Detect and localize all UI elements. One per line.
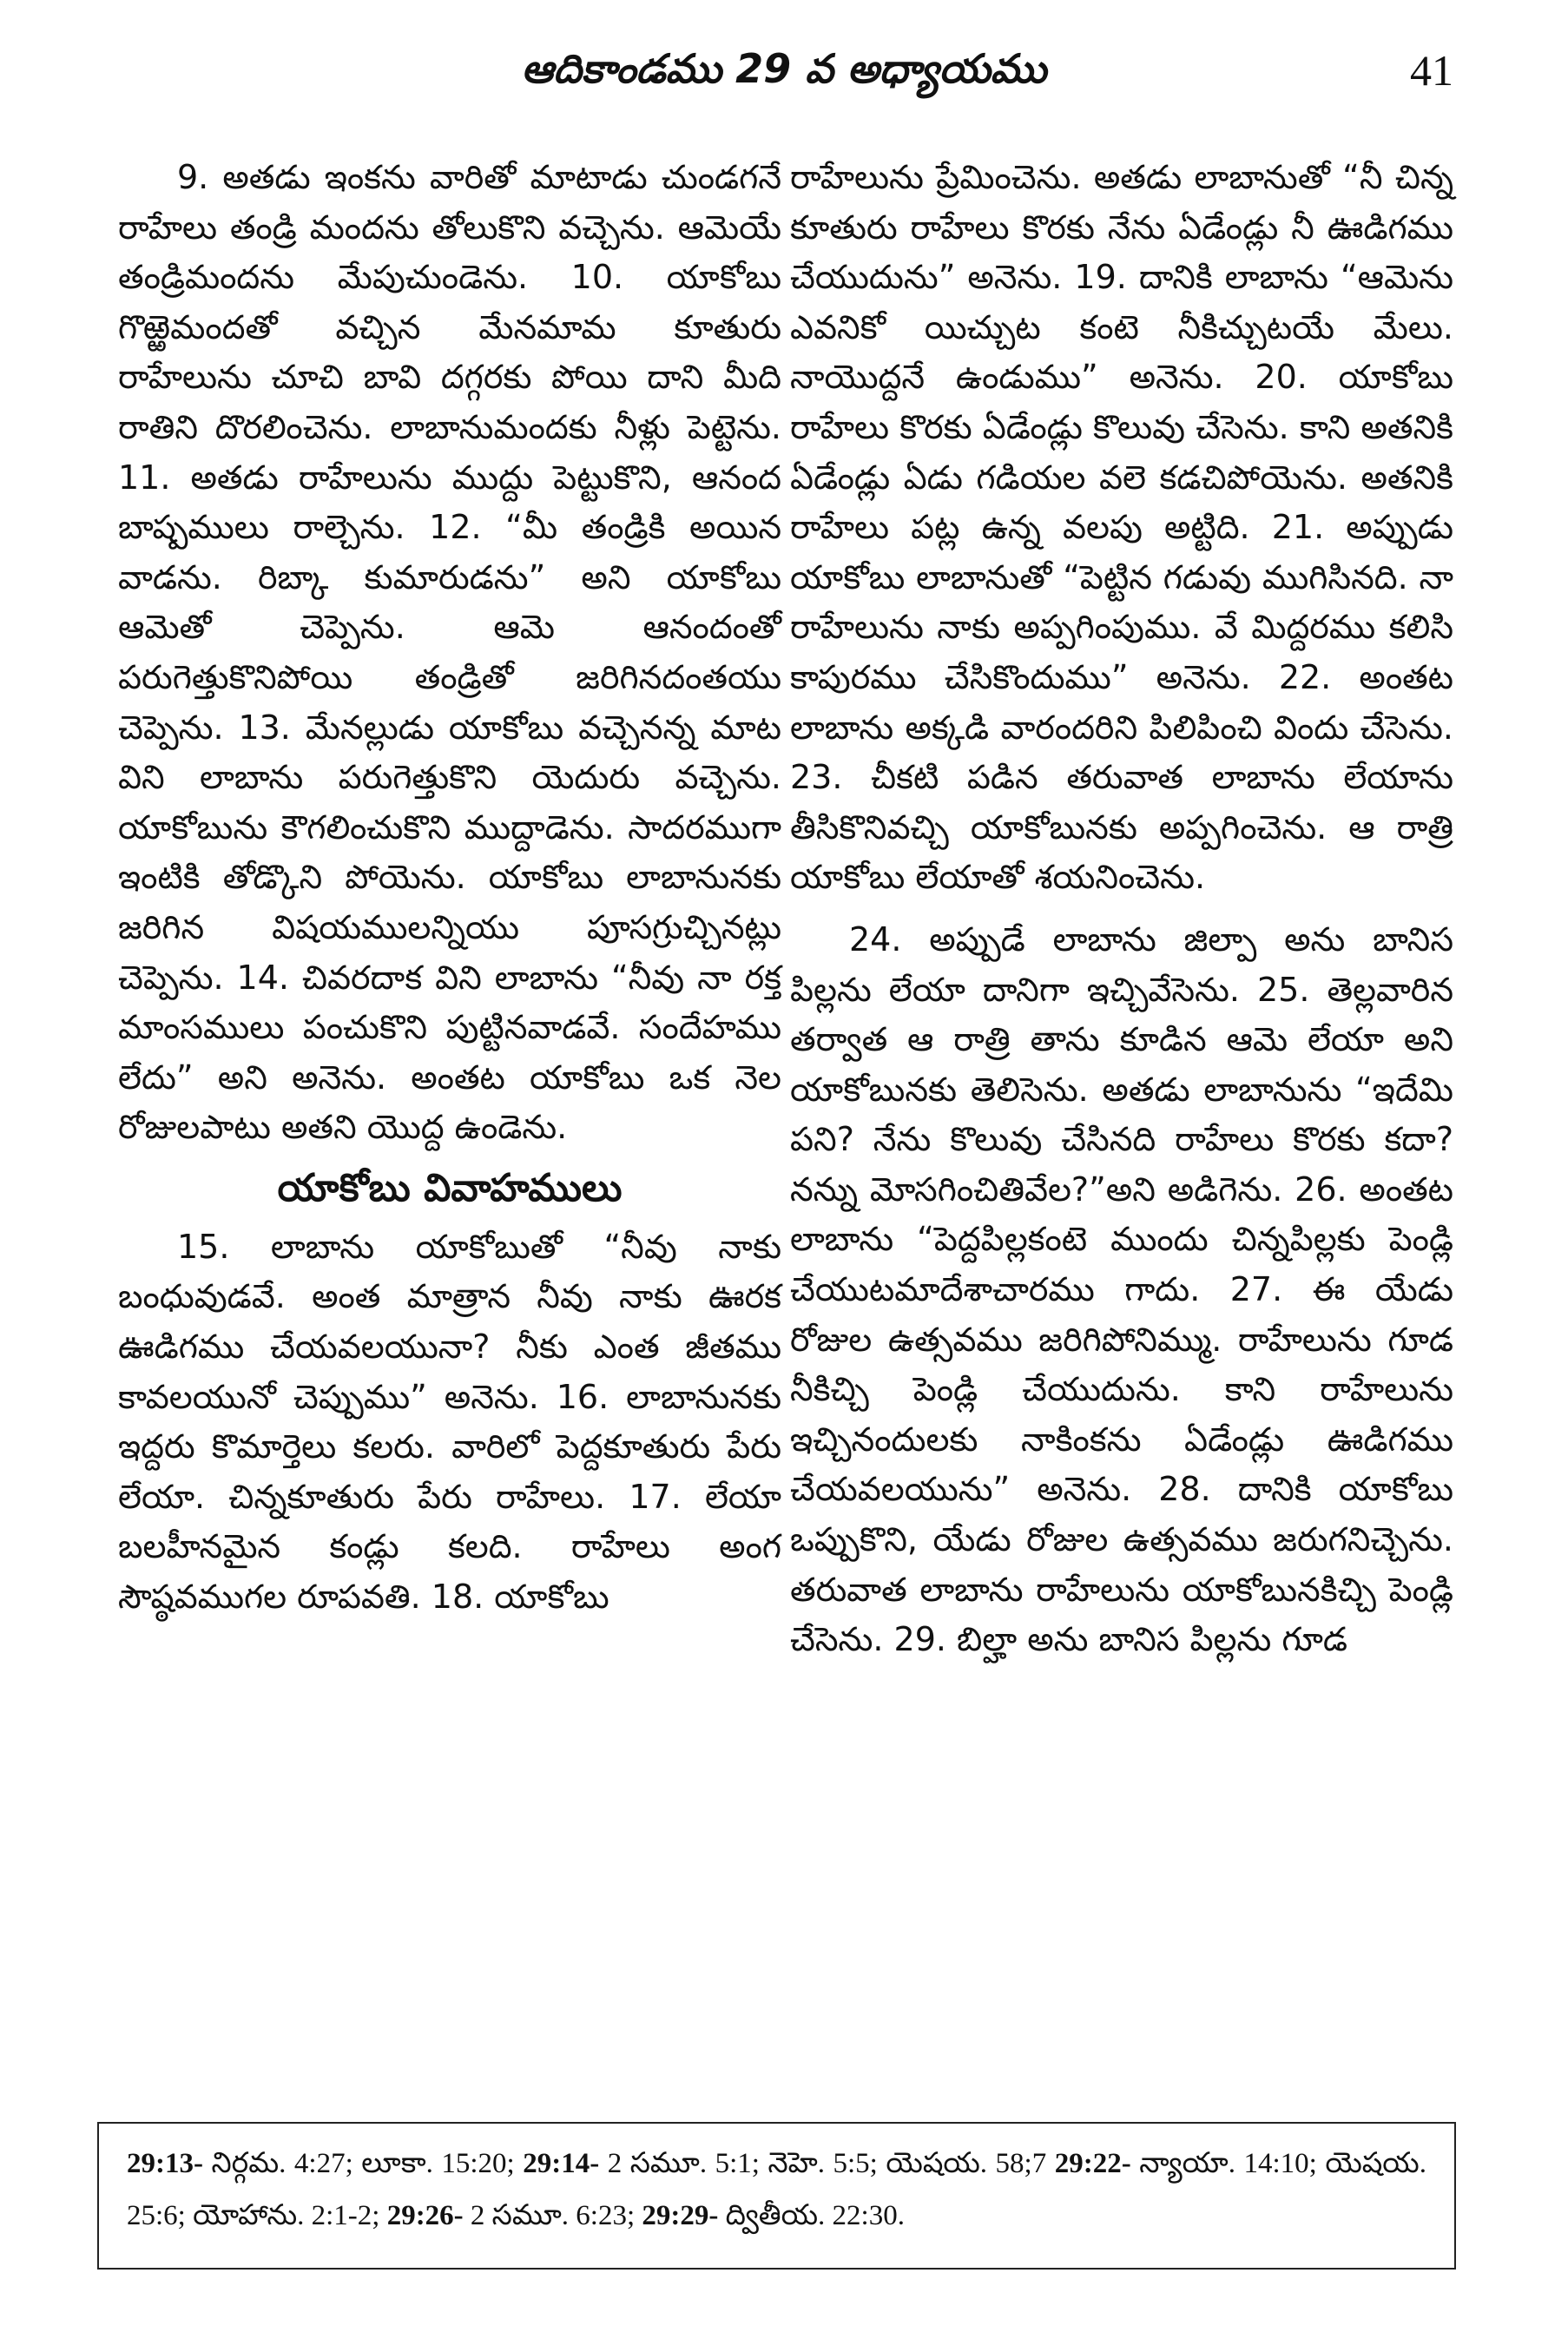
footnote-text: న్యాయా. 14:10; యెషయ. 25:6; యోహాను. 2:1-2; xyxy=(127,2148,1426,2231)
footnote-ref: 29:29- xyxy=(642,2200,719,2231)
chapter-title: ఆదికాండము 29 వ అధ్యాయము xyxy=(521,45,1047,92)
verses-9-14: 9. అతడు ఇంకను వారితో మాటాడు చుండగనే రాహేలు తండ్రి మందను తోలుకొని వచ్చెను. ఆమెయే తండ్రిమందను మేపుచుండెను. 10. యాకోబు గొఱ్ఱెమందతో వచ్చిన మేనమామ కూతురు రాహేలును చూచి బావి దగ్గరకు పోయి దాని మీది రాతిని దొరలించెను. లాబానుమందకు నీళ్లు పెట్టెను. 11. అతడు రాహేలును ముద్దు పెట్టుకొని, ఆనంద బాష్పములు రాల్చెను. 12. “మీ తండ్రికి అయిన వాడను. రిబ్కా కుమారుడను” అని యాకోబు ఆమెతో చెప్పెను. ఆమె ఆనందంతో పరుగెత్తుకొనిపోయి తండ్రితో జరిగినదంతయు చెప్పెను. 13. మేనల్లుడు యాకోబు వచ్చెనన్న మాట విని లాబాను పరుగెత్తుకొని యెదురు వచ్చెను. యాకోబును కౌగలించుకొని ముద్దాడెను. సాదరముగా ఇంటికి తోడ్కొని పోయెను. యాకోబు లాబానునకు జరిగిన విషయములన్నియు పూసగ్రుచ్చినట్లు చెప్పెను. 14. చివరదాక విని లాబాను “నీవు నా రక్త మాంసములు పంచుకొని పుట్టినవాడవే. సందేహము లేదు” అని అనెను. అంతట యాకోబు ఒక నెల రోజులపాటు అతని యొద్ద ఉండెను. xyxy=(118,158,781,1147)
section-heading: యాకోబు వివాహములు xyxy=(277,1165,623,1210)
verses-15-18: 15. లాబాను యాకోబుతో “నీవు నాకు బంధువుడవే. అంత మాత్రాన నీవు నాకు ఊరక ఊడిగము చేయవలయునా? నీకు ఎంత జీతము కావలయునో చెప్పుము” అనెను. 16. లాబానునకు ఇద్దరు కొమార్తెలు కలరు. వారిలో పెద్దకూతురు పేరు లేయా. చిన్నకూతురు పేరు రాహేలు. 17. లేయా బలహీనమైన కండ్లు కలది. రాహేలు అంగ సౌష్ఠవముగల రూపవతి. 18. యాకోబు xyxy=(118,1227,781,1617)
footnote-text: ద్వితీయ. 22:30. xyxy=(718,2200,905,2231)
verses-18-23: రాహేలును ప్రేమించెను. అతడు లాబానుతో “నీ చిన్న కూతురు రాహేలు కొరకు నేను ఏడేండ్లు నీ ఊడిగము చేయుదును” అనెను. 19. దానికి లాబాను “ఆమెను ఎవనికో యిచ్చుట కంటె నీకిచ్చుటయే మేలు. నాయొద్దనే ఉండుము” అనెను. 20. యాకోబు రాహేలు కొరకు ఏడేండ్లు కొలువు చేసెను. కాని అతనికి ఏడేండ్లు ఏడు గడియల వలె కడచిపోయెను. అతనికి రాహేలు పట్ల ఉన్న వలపు అట్టిది. 21. అప్పుడు యాకోబు లాబానుతో “పెట్టిన గడువు ముగిసినది. నా రాహేలును నాకు అప్పగింపుము. వే మిద్దరము కలిసి కాపురము చేసికొందుము” అనెను. 22. అంతట లాబాను అక్కడి వారందరిని పిలిపించి విందు చేసెను. 23. చీకటి పడిన తరువాత లాబాను లేయాను తీసికొనివచ్చి యాకోబునకు అప్పగించెను. ఆ రాత్రి యాకోబు లేయాతో శయనించెను. xyxy=(790,158,1453,897)
right-column xyxy=(790,153,1453,1665)
footnote-text: 2 సమూ. 5:1; నెహె. 5:5; యెషయ. 58;7 xyxy=(599,2148,1055,2179)
left-column xyxy=(118,153,781,1623)
page-number: 41 xyxy=(1410,46,1453,95)
page-header xyxy=(0,45,1568,115)
footnote-ref: 29:13- xyxy=(127,2148,203,2179)
footnote-ref: 29:22- xyxy=(1054,2148,1131,2179)
footnote-ref: 29:26- xyxy=(386,2200,464,2231)
footnote-text: నిర్గమ. 4:27; లూకా. 15:20; xyxy=(202,2148,524,2179)
verses-24-29: 24. అప్పుడే లాబాను జిల్పా అను బానిస పిల్లను లేయా దానిగా ఇచ్చివేసెను. 25. తెల్లవారిన తర్వాత ఆ రాత్రి తాను కూడిన ఆమె లేయా అని యాకోబునకు తెలిసెను. అతడు లాబానును “ఇదేమి పని? నేను కొలువు చేసినది రాహేలు కొరకు కదా? నన్ను మోసగించితివేల?”అని అడిగెను. 26. అంతట లాబాను “పెద్దపిల్లకంటె ముందు చిన్నపిల్లకు పెండ్లి చేయుటమాదేశాచారము గాదు. 27. ఈ యేడు రోజుల ఉత్సవము జరిగిపోనిమ్ము. రాహేలును గూడ నీకిచ్చి పెండ్లి చేయుదును. కాని రాహేలును ఇచ్చినందులకు నాకింకను ఏడేండ్లు ఊడిగము చేయవలయును” అనెను. 28. దానికి యాకోబు ఒప్పుకొని, యేడు రోజుల ఉత్సవము జరుగనిచ్చెను. తరువాత లాబాను రాహేలును యాకోబునకిచ్చి పెండ్లి చేసెను. 29. బిల్హా అను బానిస పిల్లను గూడ xyxy=(790,919,1453,1659)
footnote-text: 2 సమూ. 6:23; xyxy=(463,2200,642,2231)
cross-references-box xyxy=(97,2122,1456,2270)
footnote-ref: 29:14- xyxy=(523,2148,600,2179)
